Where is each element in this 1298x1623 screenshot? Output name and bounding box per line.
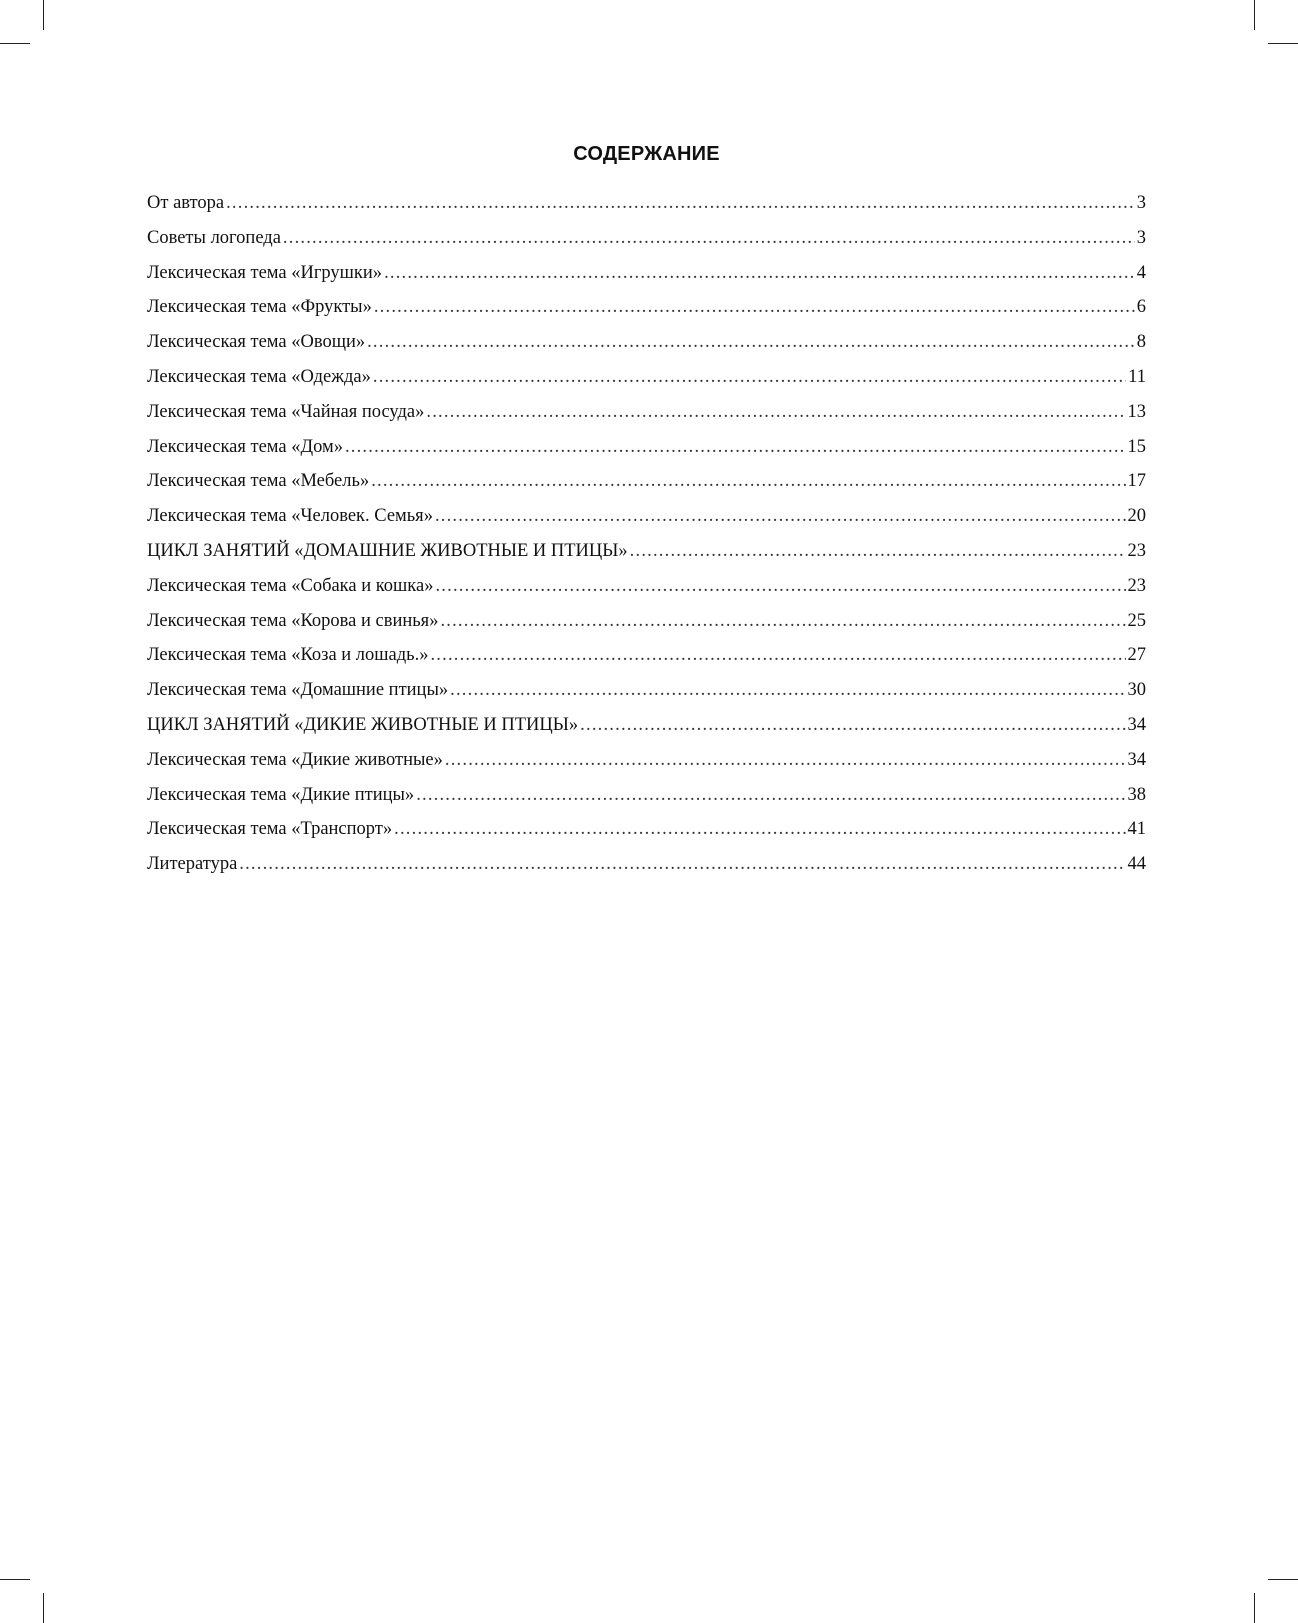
- toc-entry-label: Лексическая тема «Корова и свинья»: [147, 610, 439, 631]
- toc-leader-dots: [373, 360, 1126, 395]
- toc-entry[interactable]: [147, 673, 1146, 708]
- toc-leader-dots: [416, 778, 1125, 813]
- toc-leader-dots: [371, 464, 1125, 499]
- toc-entry-page-number: 8: [1136, 332, 1146, 353]
- toc-entry[interactable]: [147, 325, 1146, 360]
- toc-entry-page-number: 13: [1127, 401, 1146, 422]
- toc-entry[interactable]: [147, 778, 1146, 813]
- toc-entry[interactable]: [147, 430, 1146, 465]
- toc-entry-page-number: 20: [1127, 506, 1146, 527]
- toc-leader-dots: [374, 290, 1135, 325]
- toc-leader-dots: [435, 499, 1126, 534]
- toc-entry-label: Лексическая тема «Чайная посуда»: [147, 401, 425, 422]
- toc-entry-label: От автора: [147, 193, 225, 213]
- toc-leader-dots: [226, 186, 1135, 221]
- toc-entry[interactable]: [147, 569, 1146, 604]
- crop-mark-top-left-vertical: [43, 0, 44, 30]
- toc-entry-page-number: 15: [1127, 436, 1146, 457]
- toc-entry-page-number: 11: [1128, 366, 1146, 387]
- crop-mark-top-right-horizontal: [1268, 43, 1298, 44]
- toc-leader-dots: [630, 534, 1126, 569]
- toc-entry[interactable]: [147, 847, 1146, 882]
- crop-mark-bottom-left-vertical: [43, 1593, 44, 1623]
- toc-entry-page-number: 23: [1127, 540, 1146, 561]
- toc-leader-dots: [440, 604, 1125, 639]
- crop-mark-bottom-right-vertical: [1254, 1593, 1255, 1623]
- toc-entry-page-number: 4: [1136, 262, 1146, 283]
- toc-entry-page-number: 34: [1127, 714, 1146, 735]
- toc-entry[interactable]: [147, 290, 1146, 325]
- toc-entry-page-number: 41: [1127, 819, 1146, 840]
- toc-entry-label: Лексическая тема «Игрушки»: [147, 262, 383, 283]
- toc-entry-page-number: 17: [1127, 471, 1146, 492]
- toc-entry[interactable]: [147, 499, 1146, 534]
- toc-entry-label: Лексическая тема «Овощи»: [147, 332, 366, 353]
- toc-entry[interactable]: [147, 743, 1146, 778]
- toc-entry[interactable]: [147, 534, 1146, 569]
- toc-leader-dots: [450, 673, 1125, 708]
- toc-entry-label: Лексическая тема «Одежда»: [147, 366, 371, 387]
- toc-leader-dots: [283, 221, 1135, 256]
- toc-leader-dots: [445, 743, 1126, 778]
- toc-entry[interactable]: [147, 638, 1146, 673]
- toc-leader-dots: [426, 395, 1125, 430]
- page-title: СОДЕРЖАНИЕ: [573, 143, 720, 165]
- toc-leader-dots: [435, 569, 1125, 604]
- toc-entry[interactable]: [147, 812, 1146, 847]
- toc-entry-page-number: 23: [1127, 575, 1146, 596]
- toc-entry-label: Лексическая тема «Дом»: [147, 436, 343, 457]
- toc-entry-label: Литература: [147, 854, 238, 875]
- crop-mark-top-left-horizontal: [0, 43, 30, 44]
- toc-entry-label: Лексическая тема «Человек. Семья»: [147, 506, 433, 527]
- toc-entry[interactable]: [147, 360, 1146, 395]
- toc-entry-label: Лексическая тема «Мебель»: [147, 471, 370, 492]
- toc-entry-label: Лексическая тема «Дикие животные»: [147, 749, 443, 770]
- toc-entry-page-number: 6: [1136, 297, 1146, 318]
- toc-entry-label: Советы логопеда: [147, 227, 281, 248]
- toc-entry-page-number: 25: [1127, 610, 1146, 631]
- toc-entry[interactable]: [147, 604, 1146, 639]
- toc-entry[interactable]: [147, 395, 1146, 430]
- toc-leader-dots: [430, 638, 1125, 673]
- toc-entry-page-number: 27: [1127, 645, 1146, 666]
- toc-leader-dots: [394, 812, 1125, 847]
- toc-entry[interactable]: [147, 221, 1146, 256]
- toc-entry-page-number: 38: [1127, 784, 1146, 805]
- toc-entry-label: Лексическая тема «Собака и кошка»: [147, 575, 434, 596]
- toc-entry-label: Лексическая тема «Транспорт»: [147, 819, 393, 840]
- toc-leader-dots: [384, 256, 1135, 291]
- toc-entry[interactable]: [147, 186, 1146, 221]
- toc-entry[interactable]: [147, 464, 1146, 499]
- toc-entry-page-number: 30: [1127, 680, 1146, 701]
- crop-mark-bottom-right-horizontal: [1268, 1579, 1298, 1580]
- toc-entry-label: ЦИКЛ ЗАНЯТИЙ «ДИКИЕ ЖИВОТНЫЕ И ПТИЦЫ»: [147, 714, 579, 735]
- toc-entry-page-number: 3: [1136, 193, 1146, 213]
- crop-mark-top-right-vertical: [1254, 0, 1255, 30]
- toc-list: [147, 186, 1146, 882]
- toc-entry-page-number: 44: [1127, 854, 1146, 875]
- toc-entry[interactable]: [147, 256, 1146, 291]
- crop-mark-bottom-left-horizontal: [0, 1579, 30, 1580]
- toc-entry[interactable]: [147, 708, 1146, 743]
- toc-leader-dots: [580, 708, 1125, 743]
- toc-entry-label: Лексическая тема «Дикие птицы»: [147, 784, 415, 805]
- toc-leader-dots: [345, 430, 1126, 465]
- toc-leader-dots: [367, 325, 1135, 360]
- toc-entry-label: Лексическая тема «Фрукты»: [147, 297, 372, 318]
- toc-entry-page-number: 34: [1127, 749, 1146, 770]
- toc-entry-page-number: 3: [1136, 227, 1146, 248]
- toc-entry-label: ЦИКЛ ЗАНЯТИЙ «ДОМАШНИЕ ЖИВОТНЫЕ И ПТИЦЫ»: [147, 540, 628, 561]
- toc-leader-dots: [239, 847, 1125, 882]
- toc-entry-label: Лексическая тема «Коза и лошадь.»: [147, 645, 429, 666]
- table-of-contents: [147, 140, 1146, 882]
- toc-entry-label: Лексическая тема «Домашние птицы»: [147, 680, 449, 701]
